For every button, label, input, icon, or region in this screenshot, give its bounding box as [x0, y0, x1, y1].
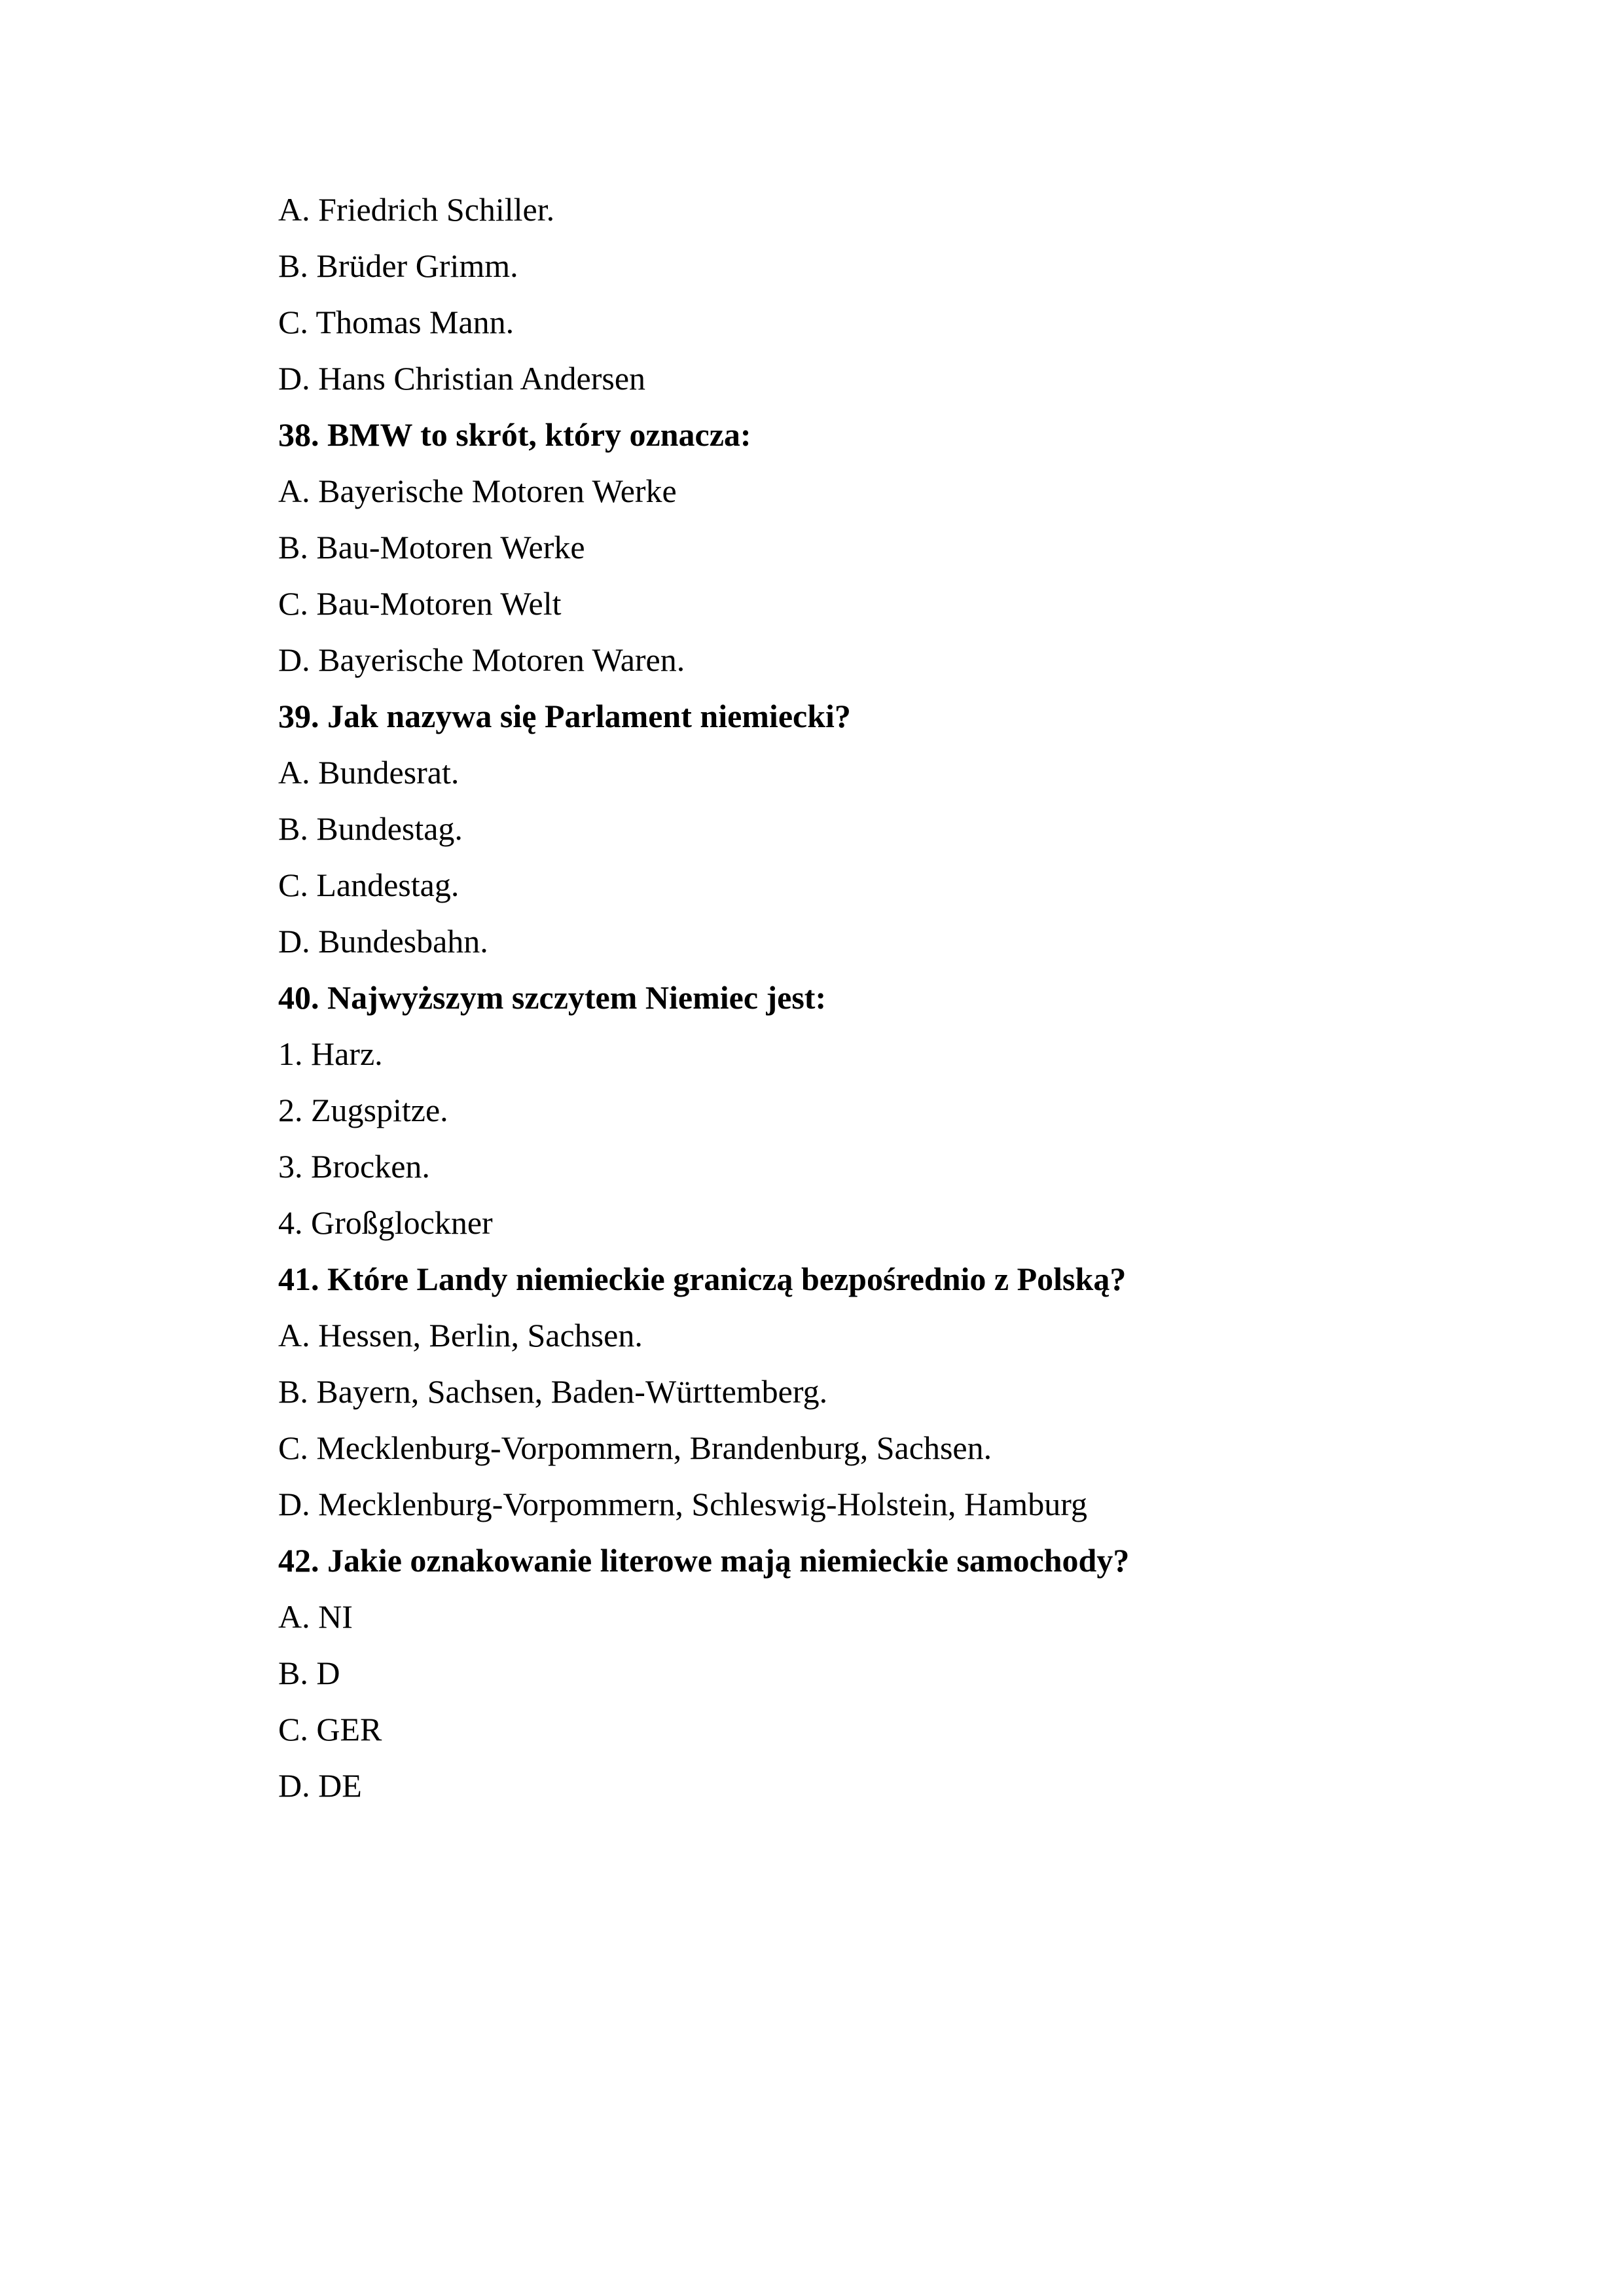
- question-38-option-d: D. Bayerische Motoren Waren.: [278, 641, 685, 678]
- question-40-option-4: 4. Großglockner: [278, 1204, 493, 1241]
- question-42-option-a: A. NI: [278, 1598, 353, 1635]
- question-39-option-c: C. Landestag.: [278, 867, 460, 903]
- question-38-option-c: C. Bau-Motoren Welt: [278, 585, 562, 622]
- question-38-option-b: B. Bau-Motoren Werke: [278, 529, 585, 565]
- question-42-option-b: B. D: [278, 1655, 340, 1691]
- question-41-title: 41. Które Landy niemieckie graniczą bezpośrednio z Polską?: [278, 1261, 1127, 1297]
- question-42-option-d: D. DE: [278, 1767, 362, 1804]
- question-41-option-a: A. Hessen, Berlin, Sachsen.: [278, 1317, 643, 1354]
- question-41-option-c: C. Mecklenburg-Vorpommern, Brandenburg, Sachsen.: [278, 1429, 992, 1466]
- question-38-option-a: A. Bayerische Motoren Werke: [278, 473, 677, 509]
- question-41: [278, 1251, 1545, 1532]
- question-40-option-3: 3. Brocken.: [278, 1148, 430, 1185]
- leading-option-c: C. Thomas Mann.: [278, 304, 514, 340]
- question-40-option-2: 2. Zugspitze.: [278, 1092, 448, 1128]
- question-42-title: 42. Jakie oznakowanie literowe mają niemieckie samochody?: [278, 1542, 1130, 1579]
- question-38: [278, 406, 1545, 688]
- question-39-option-d: D. Bundesbahn.: [278, 923, 488, 960]
- question-42-option-c: C. GER: [278, 1711, 382, 1748]
- question-41-option-b: B. Bayern, Sachsen, Baden-Württemberg.: [278, 1373, 828, 1410]
- question-42: [278, 1532, 1545, 1814]
- question-39: [278, 688, 1545, 969]
- question-40-option-1: 1. Harz.: [278, 1035, 383, 1072]
- question-39-option-a: A. Bundesrat.: [278, 754, 460, 791]
- question-38-title: 38. BMW to skrót, który oznacza:: [278, 416, 751, 453]
- question-40: [278, 969, 1545, 1251]
- question-39-option-b: B. Bundestag.: [278, 810, 463, 847]
- leading-option-a: A. Friedrich Schiller.: [278, 191, 555, 228]
- quiz-text-block: [278, 181, 1545, 1814]
- question-40-title: 40. Najwyższym szczytem Niemiec jest:: [278, 979, 827, 1016]
- question-39-title: 39. Jak nazywa się Parlament niemiecki?: [278, 698, 851, 734]
- leading-option-b: B. Brüder Grimm.: [278, 247, 518, 284]
- leading-option-d: D. Hans Christian Andersen: [278, 360, 646, 397]
- question-41-option-d: D. Mecklenburg-Vorpommern, Schleswig-Holstein, Hamburg: [278, 1486, 1087, 1522]
